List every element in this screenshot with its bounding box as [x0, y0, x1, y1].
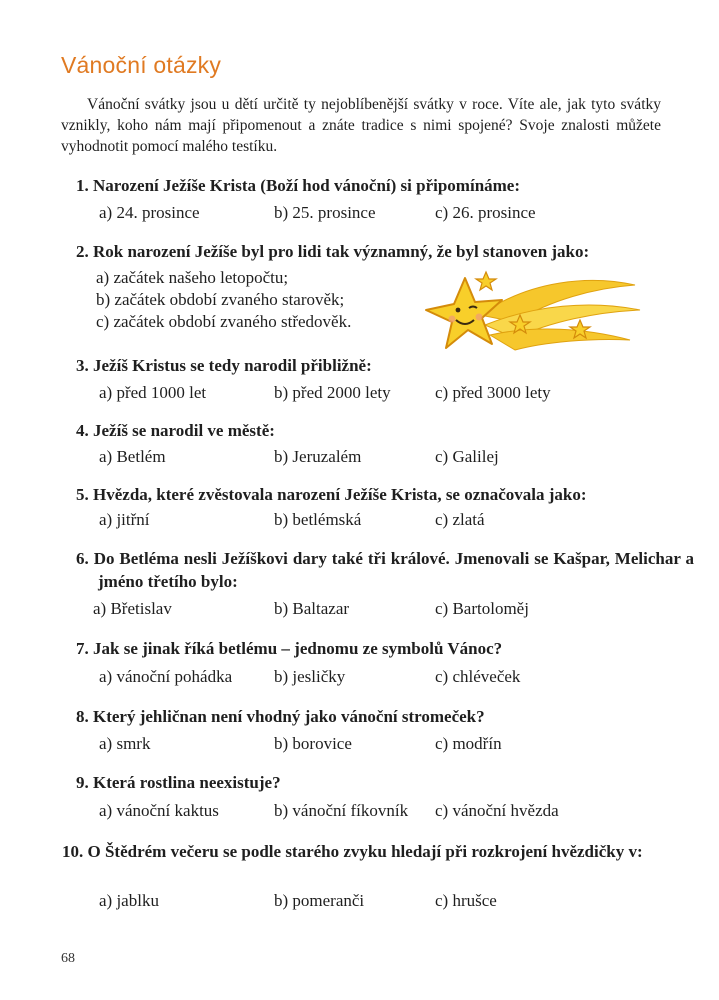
question-text: Který jehličnan není vhodný jako vánoční stromeček? — [93, 707, 485, 726]
question-5 — [76, 483, 672, 506]
option-a: a) vánoční pohádka — [99, 667, 233, 686]
question-10 — [62, 840, 694, 863]
question-3 — [76, 354, 672, 377]
question-text: Která rostlina neexistuje? — [93, 773, 281, 792]
option-a: a) začátek našeho letopočtu; — [96, 268, 289, 287]
option-c: c) zlatá — [435, 510, 485, 529]
question-text: O Štědrém večeru se podle starého zvyku hledají při rozkrojení hvězdičky v: — [87, 842, 643, 861]
option-b: b) Jeruzalém — [274, 447, 362, 466]
option-c: c) Galilej — [435, 447, 499, 466]
option-a: a) jitřní — [99, 510, 150, 529]
question-text: Hvězda, které zvěstovala narození Ježíše Krista, se označovala jako: — [93, 485, 587, 504]
question-8 — [76, 705, 672, 728]
option-b: b) pomeranči — [274, 891, 365, 910]
option-b: b) 25. prosince — [274, 203, 376, 222]
option-a: a) před 1000 let — [99, 383, 207, 402]
page-title: Vánoční otázky — [61, 52, 222, 78]
options-2 — [96, 267, 351, 333]
option-b: b) borovice — [274, 734, 352, 753]
option-b: b) vánoční fíkovník — [274, 801, 409, 820]
small-star-icon — [476, 272, 496, 290]
question-4 — [76, 419, 672, 442]
question-text: Rok narození Ježíše byl pro lidi tak významný, že byl stanoven jako: — [93, 242, 590, 261]
intro-paragraph: Vánoční svátky jsou u dětí určitě ty nejoblíbenější svátky v roce. Víte ale, jak tyto svátky vznikly, koho nám mají připomenout a znáte tradice s nimi spojené? Svoje znalosti můžete vyhodnotit pomocí malého testíku. — [61, 96, 661, 155]
question-9 — [76, 771, 672, 794]
option-b: b) začátek období zvaného starověk; — [96, 290, 345, 309]
option-c: c) 26. prosince — [435, 203, 536, 222]
question-text: Jak se jinak říká betlému – jednomu ze symbolů Vánoc? — [93, 639, 503, 658]
question-number: 1. — [76, 176, 89, 195]
question-number: 9. — [76, 773, 89, 792]
option-c: c) modřín — [435, 734, 502, 753]
question-number: 5. — [76, 485, 89, 504]
option-c: c) před 3000 lety — [435, 383, 551, 402]
question-7 — [76, 637, 672, 660]
option-b: b) před 2000 lety — [274, 383, 391, 402]
option-c: c) Bartoloměj — [435, 599, 529, 618]
option-a: a) vánoční kaktus — [99, 801, 219, 820]
option-c: c) hrušce — [435, 891, 497, 910]
option-c: c) chlévеček — [435, 667, 521, 686]
question-text: Ježíš Kristus se tedy narodil přibližně: — [93, 356, 372, 375]
option-a: a) Betlém — [99, 447, 166, 466]
option-a: a) 24. prosince — [99, 203, 200, 222]
question-2 — [76, 240, 672, 263]
question-text: Do Betléma nesli Ježíškovi dary také tři králové. Jmenovali se Kašpar, Melichar a jméno třetího bylo: — [93, 549, 694, 591]
option-b: b) jesličky — [274, 667, 346, 686]
question-number: 6. — [76, 549, 89, 568]
option-b: b) betlémská — [274, 510, 362, 529]
question-number: 2. — [76, 242, 89, 261]
option-c: c) vánoční hvězda — [435, 801, 559, 820]
comet-tail — [480, 280, 640, 350]
option-b: b) Baltazar — [274, 599, 350, 618]
question-number: 4. — [76, 421, 89, 440]
option-a: a) jablku — [99, 891, 159, 910]
question-text: Ježíš se narodil ve městě: — [93, 421, 275, 440]
question-text: Narození Ježíše Krista (Boží hod vánoční) si připomínáme: — [93, 176, 521, 195]
question-1 — [76, 174, 672, 197]
question-6 — [76, 547, 694, 593]
question-number: 3. — [76, 356, 89, 375]
question-number: 10. — [62, 842, 84, 861]
option-a: a) smrk — [99, 734, 151, 753]
option-a: a) Břetislav — [93, 599, 172, 618]
question-number: 8. — [76, 707, 89, 726]
option-c: c) začátek období zvaného středověk. — [96, 312, 352, 331]
page-number: 68 — [61, 951, 75, 966]
question-number: 7. — [76, 639, 89, 658]
